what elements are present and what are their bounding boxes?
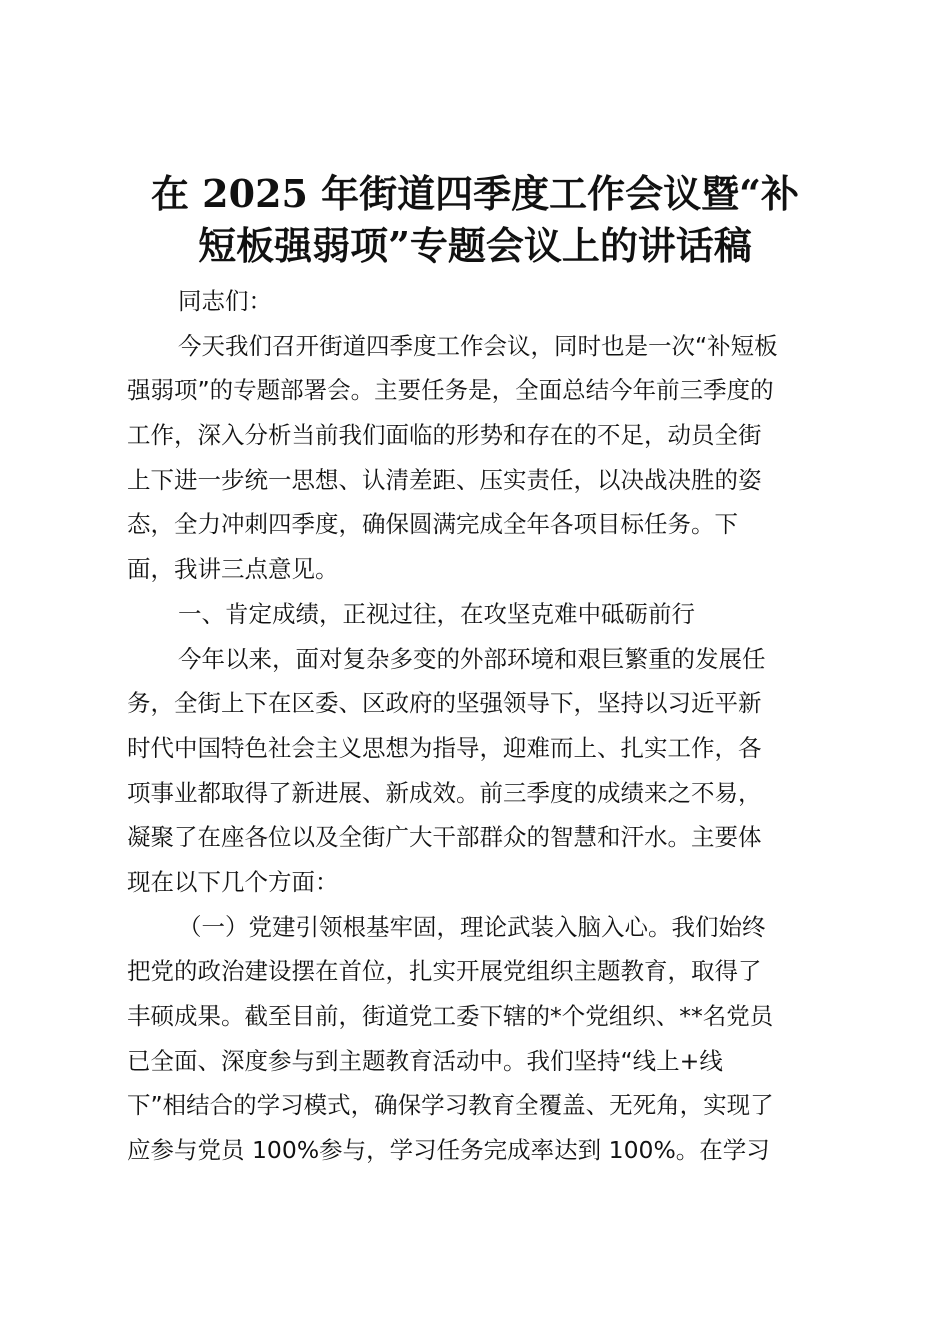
body-line: 现在以下几个方面： <box>127 867 339 896</box>
body-line: 上下进一步统一思想、认清差距、压实责任，以决战决胜的姿 <box>127 465 762 494</box>
body-line: 把党的政治建设摆在首位，扎实开展党组织主题教育，取得了 <box>127 957 762 986</box>
body-line: 时代中国特色社会主义思想为指导，迎难而上、扎实工作，各 <box>127 733 762 762</box>
title-line: 短板强弱项”专题会议上的讲话稿 <box>198 223 752 268</box>
body-line: 项事业都取得了新进展、新成效。前三季度的成绩来之不易， <box>127 778 762 807</box>
body-line: 应参与党员 100%参与，学习任务完成率达到 100%。在学习 <box>127 1136 770 1165</box>
body-line: 一、肯定成绩，正视过往，在攻坚克难中砥砺前行 <box>178 599 695 628</box>
title-line: 在 2025 年街道四季度工作会议暨“补 <box>150 171 800 216</box>
document-title <box>120 168 830 272</box>
body-line: 已全面、深度参与到主题教育活动中。我们坚持“线上+线 <box>127 1046 723 1075</box>
body-line: 下”相结合的学习模式，确保学习教育全覆盖、无死角，实现了 <box>127 1091 774 1120</box>
body-line: 今天我们召开街道四季度工作会议，同时也是一次“补短板 <box>178 331 778 360</box>
body-line: 今年以来，面对复杂多变的外部环境和艰巨繁重的发展任 <box>178 644 766 673</box>
body-line: 同志们： <box>178 287 272 315</box>
body-line: 务，全街上下在区委、区政府的坚强领导下，坚持以习近平新 <box>127 689 762 718</box>
document-body <box>127 279 832 1173</box>
body-line: 凝聚了在座各位以及全街广大干部群众的智慧和汗水。主要体 <box>127 823 762 852</box>
body-line: 工作，深入分析当前我们面临的形势和存在的不足，动员全街 <box>127 421 762 450</box>
body-line: 强弱项”的专题部署会。主要任务是，全面总结今年前三季度的 <box>127 376 774 405</box>
body-line: 丰硕成果。截至目前，街道党工委下辖的*个党组织、**名党员 <box>127 1002 774 1030</box>
body-line: 面，我讲三点意见。 <box>127 555 339 584</box>
body-line: （一）党建引领根基牢固，理论武装入脑入心。我们始终 <box>178 912 766 941</box>
body-line: 态，全力冲刺四季度，确保圆满完成全年各项目标任务。下 <box>127 510 738 539</box>
